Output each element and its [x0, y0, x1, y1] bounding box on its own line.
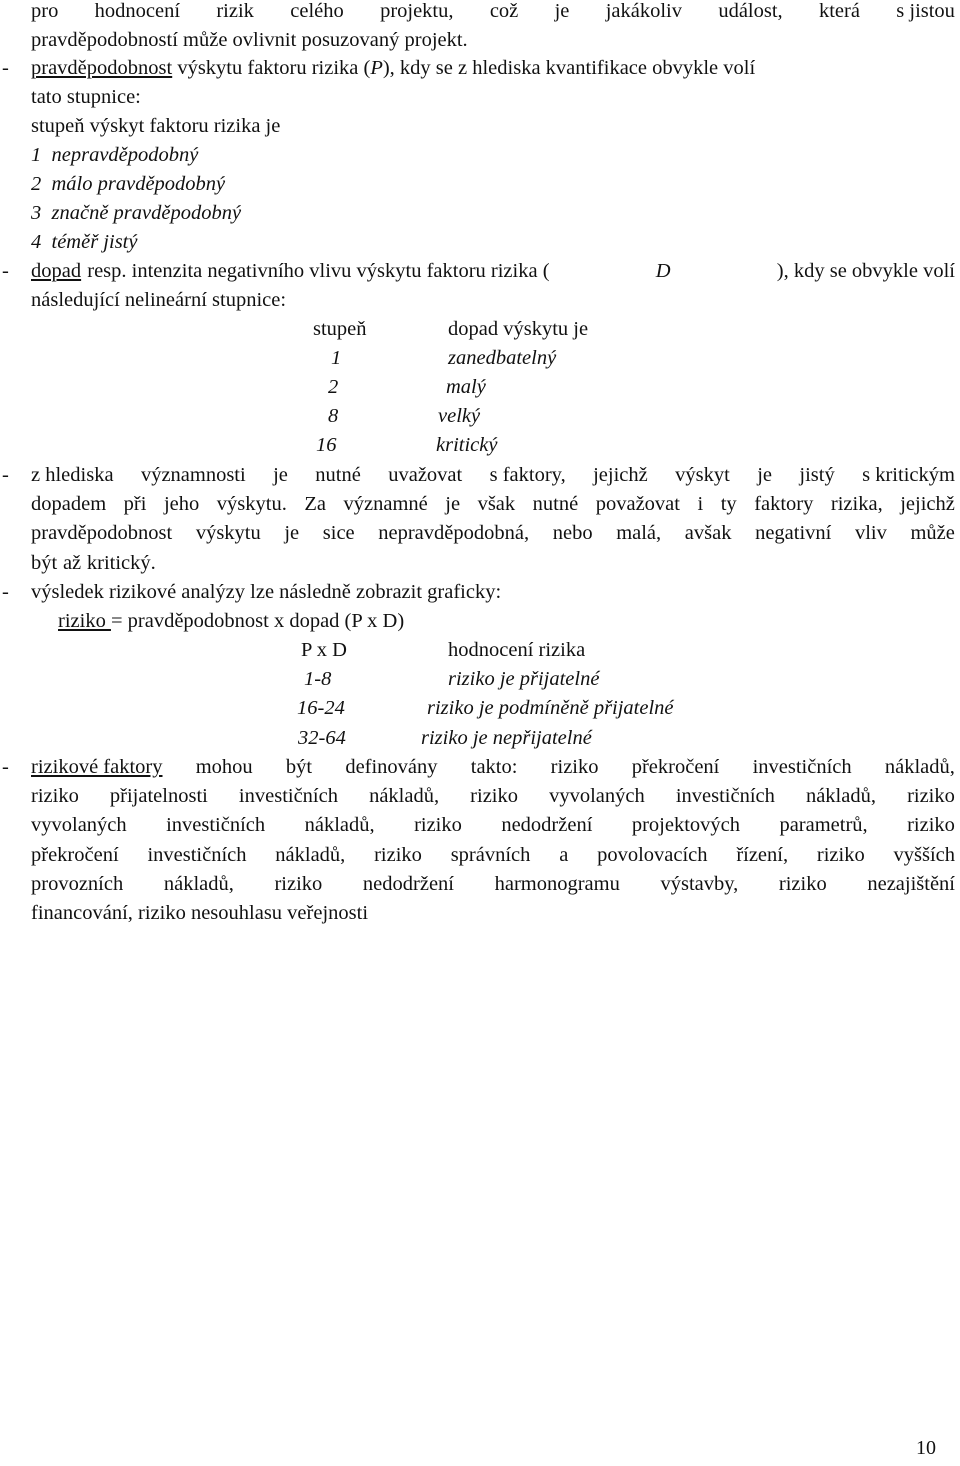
word: riziko: [778, 872, 827, 895]
bullet-dash: -: [2, 756, 9, 778]
impact-table-header-level: stupeň: [313, 318, 367, 340]
word: definovány: [345, 756, 438, 779]
word: je: [445, 493, 461, 516]
risk-range: 32-64: [298, 727, 346, 749]
word: vyšších: [893, 843, 955, 866]
probability-scale-item: 1 nepravděpodobný: [31, 144, 199, 166]
word: významnosti: [140, 464, 246, 487]
word: financování, riziko nesouhlasu veřejnosti: [31, 902, 369, 925]
text-line: [31, 753, 955, 782]
risk-rating: riziko je nepřijatelné: [421, 727, 592, 749]
impact-description: malý: [446, 376, 486, 398]
word: s kritickým: [862, 464, 955, 487]
word: pravděpodobnost: [31, 522, 173, 545]
word: nedodržení: [501, 814, 593, 837]
impact-description: velký: [438, 405, 481, 427]
word: riziko: [274, 872, 323, 895]
word: nutné: [532, 493, 579, 516]
word: která: [818, 0, 860, 23]
bullet-dash: -: [2, 464, 9, 486]
word: výskyt: [675, 464, 730, 487]
word: nákladů,: [369, 785, 440, 808]
word: nákladů,: [805, 785, 876, 808]
bullet-dash: -: [2, 581, 9, 603]
impact-table-header-impact: dopad výskytu je: [448, 318, 589, 340]
word: sice: [322, 522, 355, 545]
probability-scale-item: 2 málo pravděpodobný: [31, 173, 226, 195]
word: výstavby,: [660, 872, 739, 895]
risk-range: 1-8: [304, 668, 332, 690]
intro-line-1: [31, 0, 955, 26]
word: nákladů,: [884, 756, 955, 779]
formula-term: riziko: [58, 610, 111, 632]
result-text: výsledek rizikové analýzy lze následně zobrazit graficky:: [31, 581, 502, 603]
word: nepravděpodobná,: [378, 522, 530, 545]
word: je: [273, 464, 288, 487]
text-line: [31, 870, 955, 899]
word: rizikové faktory: [31, 756, 163, 779]
impact-description: kritický: [436, 434, 498, 456]
word: s jistou: [896, 0, 955, 23]
word: takto:: [470, 756, 518, 779]
word: jejichž: [900, 493, 955, 516]
word: faktory: [754, 493, 814, 516]
word: nákladů,: [304, 814, 375, 837]
word: překročení: [31, 843, 119, 866]
probability-term: pravděpodobnost: [31, 57, 173, 79]
word: nákladů,: [275, 843, 346, 866]
word: riziko: [550, 756, 599, 779]
result-table-header-pxd: P x D: [301, 639, 347, 661]
word: událost,: [718, 0, 783, 23]
word: je: [284, 522, 300, 545]
word: Za: [304, 493, 326, 516]
word: z hlediska: [31, 464, 114, 487]
word: rizik: [216, 0, 254, 23]
impact-symbol: D: [655, 260, 671, 282]
word: projektových: [631, 814, 741, 837]
word: riziko: [31, 785, 79, 808]
impact-level: 16: [316, 434, 337, 456]
word: nákladů,: [163, 872, 234, 895]
probability-scale-item: 4 téměř jistý: [31, 231, 138, 253]
word: parametrů,: [779, 814, 868, 837]
word: nedodržení: [362, 872, 454, 895]
formula-rest: = pravděpodobnost x dopad (P x D): [110, 610, 405, 632]
word: jakákoliv: [605, 0, 682, 23]
word: dopadem: [31, 493, 107, 516]
word: výskytu.: [216, 493, 287, 516]
word: investičních: [752, 756, 852, 779]
probability-symbol: P: [370, 57, 383, 79]
word: projektu,: [380, 0, 454, 23]
word: s faktory,: [489, 464, 566, 487]
word: rizika,: [830, 493, 883, 516]
word: ty: [720, 493, 737, 516]
word: významné: [343, 493, 428, 516]
intro-text: pravděpodobností může ovlivnit posuzovaný projekt.: [31, 29, 468, 52]
intro-paragraph: [31, 0, 955, 55]
word: a: [559, 843, 569, 866]
word: vyvolaných: [549, 785, 645, 808]
word: malá,: [616, 522, 662, 545]
word: být: [31, 551, 58, 574]
word: hodnocení: [94, 0, 181, 23]
word: riziko: [374, 843, 422, 866]
factors-paragraph: [31, 753, 955, 928]
word: což: [489, 0, 519, 23]
impact-text-a: resp. intenzita negativního vlivu výskytu faktoru rizika (: [87, 260, 550, 282]
impact-text-group: [81, 257, 955, 286]
word: celého: [290, 0, 344, 23]
word: vyvolaných: [31, 814, 127, 837]
risk-range: 16-24: [297, 697, 345, 719]
word: riziko: [414, 814, 462, 837]
text-line: [31, 811, 955, 840]
word: negativní: [755, 522, 832, 545]
word: nutné: [315, 464, 361, 487]
word: i: [697, 493, 704, 516]
word: provozních: [31, 872, 124, 895]
text-line: [31, 549, 955, 578]
significance-paragraph: [31, 461, 955, 578]
word: riziko: [470, 785, 518, 808]
probability-text-b: ), kdy se z hlediska kvantifikace obvykle volí: [382, 57, 756, 79]
text-line: [31, 461, 955, 490]
bullet-dash: -: [2, 260, 9, 282]
text-line: [31, 841, 955, 870]
probability-continuation: tato stupnice:: [31, 86, 141, 108]
word: je: [757, 464, 773, 487]
word: jistý: [799, 464, 835, 487]
word: kritický.: [86, 551, 156, 574]
word: pro: [31, 0, 59, 23]
impact-text-b: ), kdy se obvykle volí: [776, 260, 955, 282]
word: při: [123, 493, 147, 516]
word: je: [554, 0, 570, 23]
word: nebo: [552, 522, 593, 545]
impact-level: 8: [328, 405, 339, 427]
word: investičních: [238, 785, 338, 808]
bullet-dash: -: [2, 57, 9, 79]
word: považovat: [595, 493, 680, 516]
result-table-header-rating: hodnocení rizika: [448, 639, 586, 661]
risk-rating: riziko je podmíněně přijatelné: [427, 697, 674, 719]
word: výskytu: [195, 522, 261, 545]
impact-line: [31, 257, 955, 286]
word: přijatelnosti: [109, 785, 208, 808]
word: investičních: [675, 785, 775, 808]
probability-line: [31, 54, 755, 83]
word: riziko: [816, 843, 865, 866]
risk-rating: riziko je přijatelné: [448, 668, 600, 690]
probability-scale-header: stupeň výskyt faktoru rizika je: [31, 115, 281, 137]
word: správních: [450, 843, 531, 866]
result-formula: [58, 607, 404, 636]
word: povolovacích: [597, 843, 708, 866]
word: však: [477, 493, 516, 516]
word: investičních: [166, 814, 266, 837]
impact-continuation: následující nelineární stupnice:: [31, 289, 287, 311]
probability-scale-item: 3 značně pravděpodobný: [31, 202, 242, 224]
word: nezajištění: [867, 872, 955, 895]
word: harmonogramu: [494, 872, 620, 895]
word: jeho: [163, 493, 200, 516]
intro-line-2: [31, 26, 955, 55]
text-line: [31, 519, 955, 548]
word: uvažovat: [388, 464, 463, 487]
text-line: [31, 782, 955, 811]
word: jejichž: [593, 464, 648, 487]
word: řízení,: [736, 843, 789, 866]
word: vliv: [854, 522, 887, 545]
impact-level: 2: [328, 376, 339, 398]
word: mohou: [195, 756, 253, 779]
word: avšak: [684, 522, 732, 545]
probability-text-a: výskytu faktoru rizika (: [177, 57, 371, 79]
word: být: [285, 756, 313, 779]
impact-level: 1: [331, 347, 342, 369]
word: může: [910, 522, 955, 545]
impact-term: dopad: [31, 260, 82, 282]
word: až: [62, 551, 82, 574]
impact-description: zanedbatelný: [448, 347, 557, 369]
word: riziko: [907, 814, 955, 837]
page-number: 10: [916, 1437, 936, 1459]
word: překročení: [631, 756, 720, 779]
text-line: [31, 899, 955, 928]
word: investičních: [147, 843, 247, 866]
text-line: [31, 490, 955, 519]
word: riziko: [907, 785, 955, 808]
